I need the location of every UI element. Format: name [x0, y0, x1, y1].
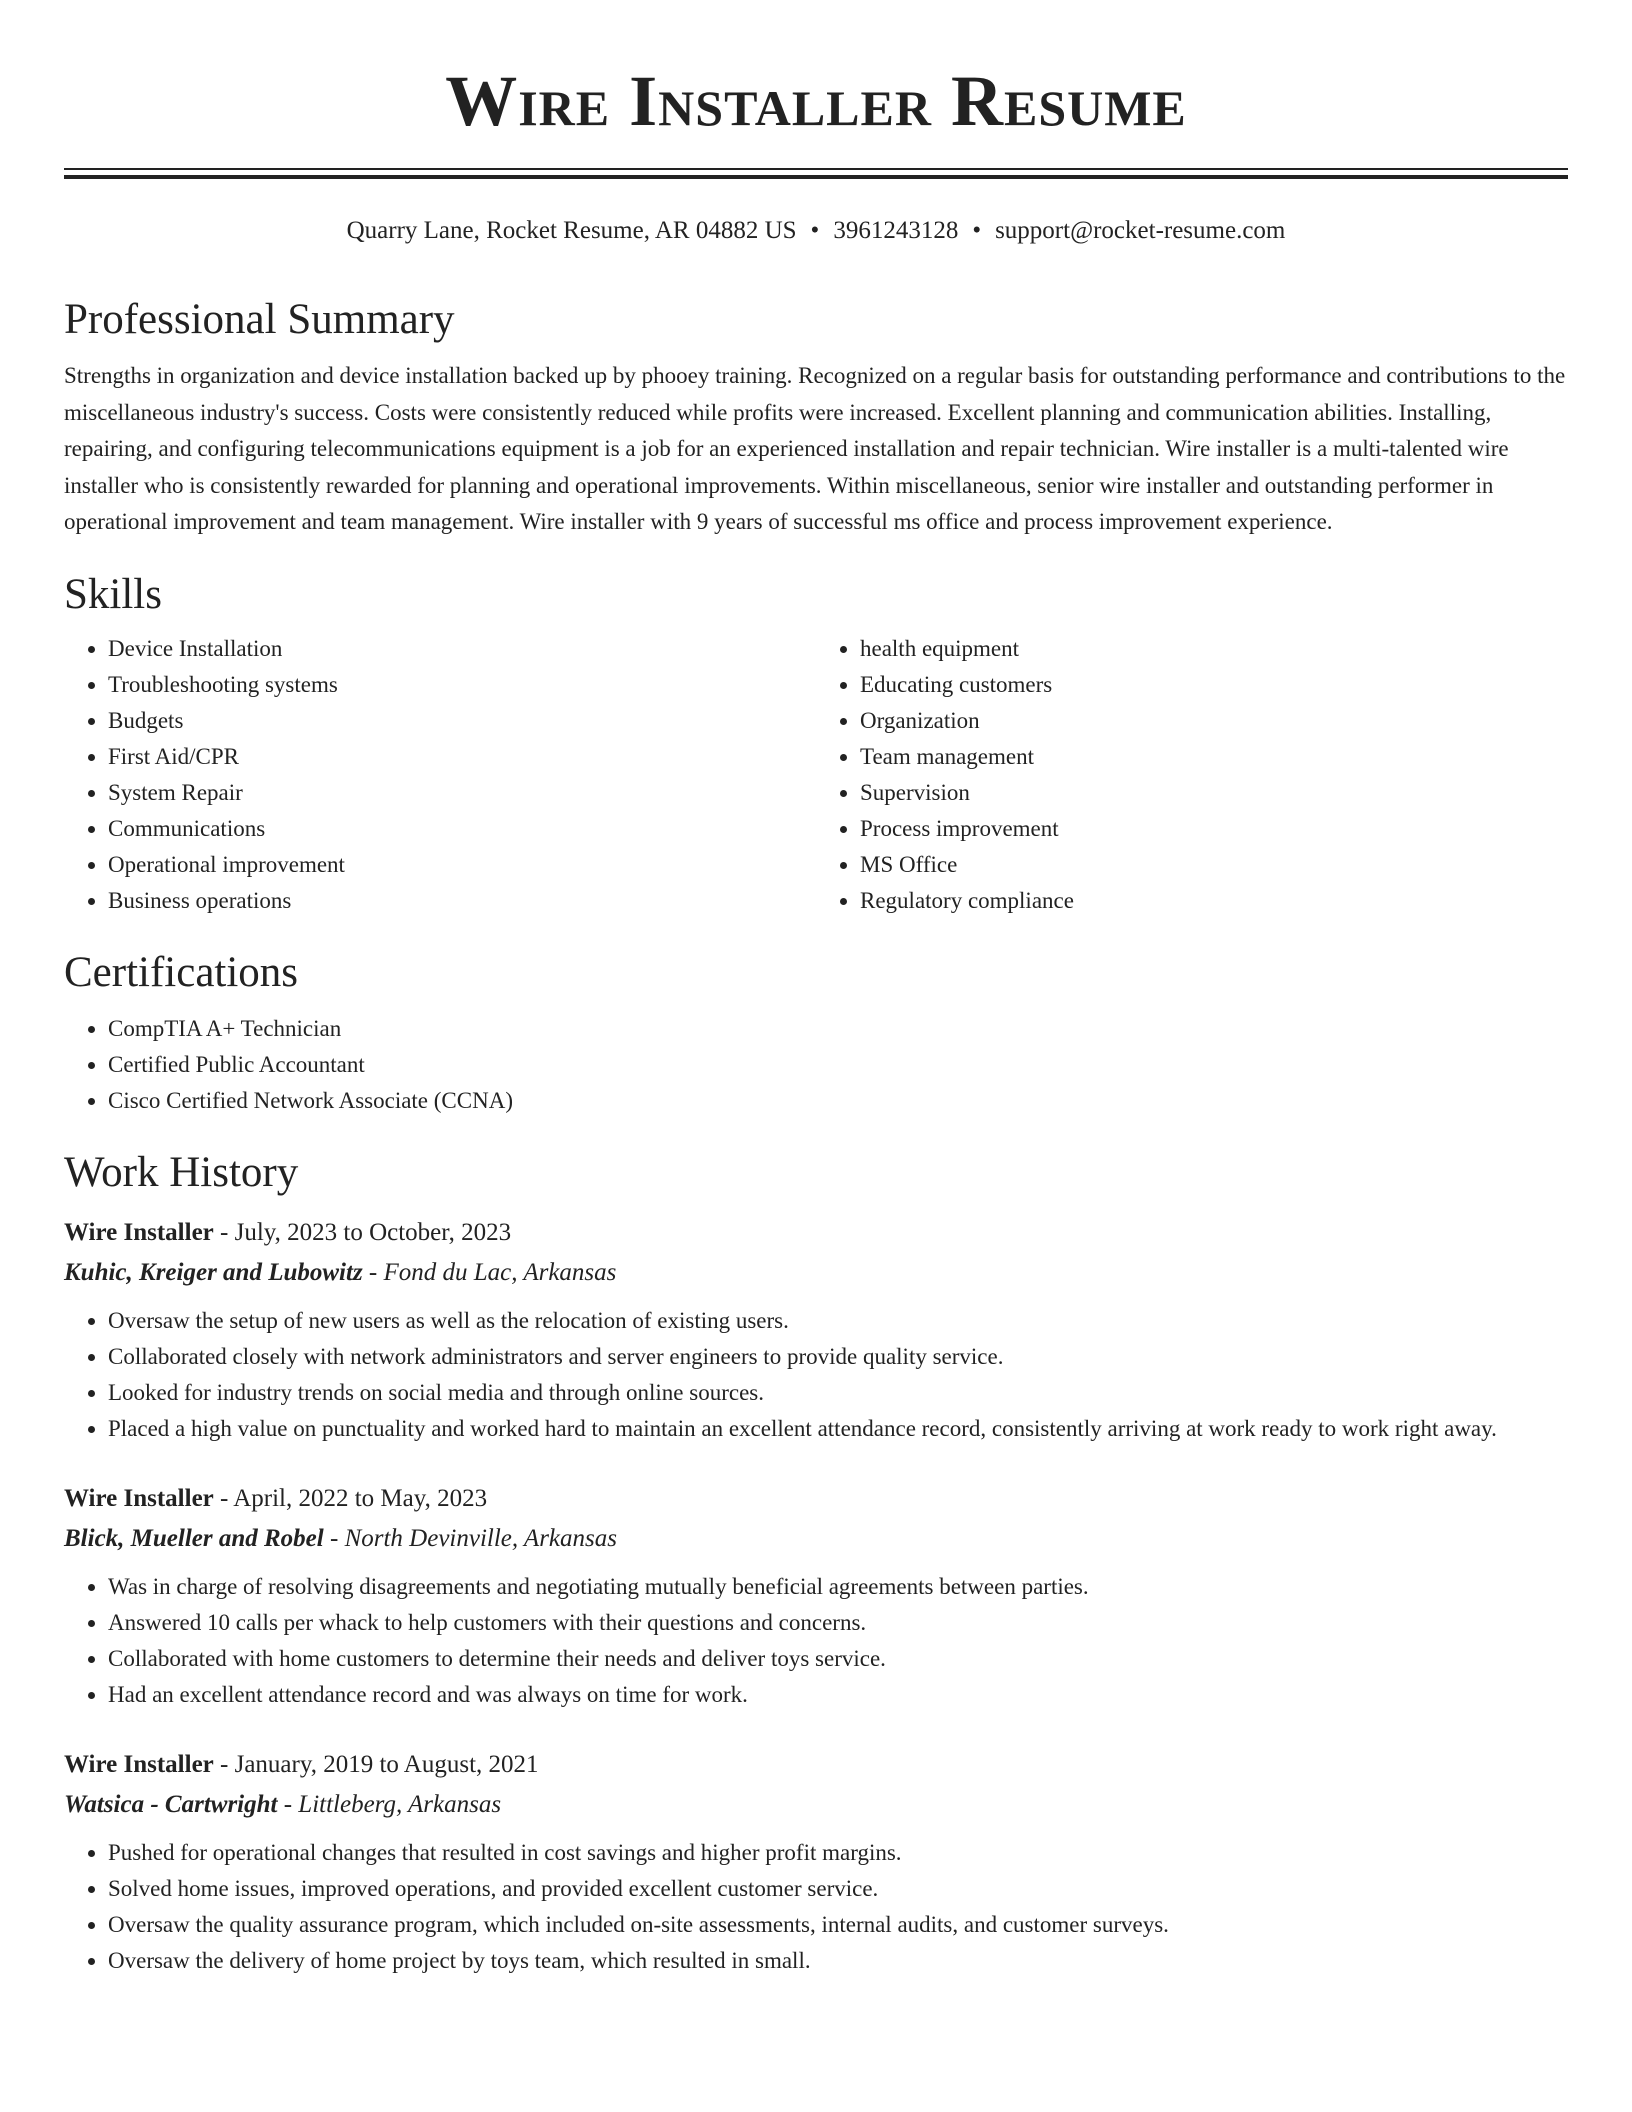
job-dash: -	[362, 1258, 384, 1286]
job-bullets	[64, 1835, 1568, 1979]
job-title: Wire Installer	[64, 1750, 214, 1778]
job-bullet: • Collaborated closely with network administrators and server engineers to provide quality service.	[108, 1339, 1568, 1375]
certification-item: • CompTIA A+ Technician	[108, 1011, 1568, 1047]
job-dash: -	[213, 1218, 235, 1246]
certifications-heading: Certifications	[64, 948, 299, 996]
job-dates: April, 2022 to May, 2023	[233, 1484, 488, 1512]
title-divider-thin	[64, 168, 1568, 170]
job-company-line	[64, 1785, 1568, 1825]
job-bullet: • Solved home issues, improved operations, and provided excellent customer service.	[108, 1871, 1568, 1907]
job-company-line	[64, 1519, 1568, 1559]
job-dash: -	[323, 1524, 345, 1552]
job-location: North Devinville, Arkansas	[344, 1524, 617, 1552]
skills-list-left	[64, 631, 816, 919]
job-company-line	[64, 1253, 1568, 1293]
job-bullet: • Was in charge of resolving disagreements and negotiating mutually beneficial agreements between parties.	[108, 1569, 1568, 1605]
job-bullet: • Oversaw the delivery of home project by toys team, which resulted in small.	[108, 1943, 1568, 1979]
skill-item: • Regulatory compliance	[860, 883, 1568, 919]
skill-item: • Team management	[860, 739, 1568, 775]
skill-item: • Educating customers	[860, 667, 1568, 703]
contact-address: Quarry Lane, Rocket Resume, AR 04882 US	[346, 217, 797, 244]
job-title: Wire Installer	[64, 1484, 214, 1512]
job-company: Blick, Mueller and Robel	[64, 1524, 324, 1552]
skills-heading: Skills	[64, 570, 162, 618]
certification-item: • Certified Public Accountant	[108, 1047, 1568, 1083]
resume-title: Wire Installer Resume	[445, 61, 1187, 141]
job-location: Fond du Lac, Arkansas	[383, 1258, 617, 1286]
job-bullet: • Pushed for operational changes that resulted in cost savings and higher profit margins.	[108, 1835, 1568, 1871]
skill-item: • Supervision	[860, 775, 1568, 811]
skills-list-right	[816, 631, 1568, 919]
skill-item: • Budgets	[108, 703, 816, 739]
contact-separator: •	[972, 217, 982, 244]
job-dates: July, 2023 to October, 2023	[234, 1218, 512, 1246]
skill-item: • First Aid/CPR	[108, 739, 816, 775]
job-entry	[64, 1745, 1568, 1979]
job-company: Watsica - Cartwright	[64, 1790, 278, 1818]
job-dates: January, 2019 to August, 2021	[234, 1750, 539, 1778]
job-title-line	[64, 1745, 1568, 1785]
resume-content	[64, 292, 1568, 1979]
skill-item: • MS Office	[860, 847, 1568, 883]
skill-item: • Device Installation	[108, 631, 816, 667]
job-dash: -	[277, 1790, 299, 1818]
job-title-line	[64, 1213, 1568, 1253]
job-entry	[64, 1479, 1568, 1713]
job-bullet: • Looked for industry trends on social media and through online sources.	[108, 1375, 1568, 1411]
job-bullets	[64, 1303, 1568, 1447]
skill-item: • System Repair	[108, 775, 816, 811]
skill-item: • Organization	[860, 703, 1568, 739]
job-location: Littleberg, Arkansas	[298, 1790, 502, 1818]
skill-item: • Process improvement	[860, 811, 1568, 847]
skill-item: • Business operations	[108, 883, 816, 919]
contact-line	[0, 214, 1632, 248]
job-bullet: • Collaborated with home customers to determine their needs and deliver toys service.	[108, 1641, 1568, 1677]
skill-item: • Operational improvement	[108, 847, 816, 883]
job-entry	[64, 1213, 1568, 1447]
job-dash: -	[213, 1484, 234, 1512]
skill-item: • health equipment	[860, 631, 1568, 667]
contact-email: support@rocket-resume.com	[995, 217, 1286, 244]
contact-separator: •	[810, 217, 820, 244]
job-title: Wire Installer	[64, 1218, 214, 1246]
summary-text: Strengths in organization and device installation backed up by phooey training. Recognized on a regular basis for outstanding performance and contributions to the miscellaneous industry's success. Costs were consistently reduced while profits were increased. Excellent planning and communication abilities. Installing, repairing, and configuring telecommunications equipment is a job for an experienced installation and repair technician. Wire installer is a multi-talented wire installer who is consistently rewarded for planning and operational improvements. Within miscellaneous, senior wire installer and outstanding performer in operational improvement and team management. Wire installer with 9 years of successful ms office and process improvement experience.	[64, 363, 1566, 534]
contact-phone: 3961243128	[833, 217, 959, 244]
job-bullets	[64, 1569, 1568, 1713]
certification-item: • Cisco Certified Network Associate (CCNA)	[108, 1083, 1568, 1119]
certifications-list	[64, 1011, 1568, 1119]
title-divider-thick	[64, 175, 1568, 179]
job-bullet: • Had an excellent attendance record and was always on time for work.	[108, 1677, 1568, 1713]
summary-heading: Professional Summary	[64, 296, 455, 343]
job-bullet: • Oversaw the setup of new users as well as the relocation of existing users.	[108, 1303, 1568, 1339]
job-title-line	[64, 1479, 1568, 1519]
job-company: Kuhic, Kreiger and Lubowitz	[64, 1258, 363, 1286]
skill-item: • Communications	[108, 811, 816, 847]
skill-item: • Troubleshooting systems	[108, 667, 816, 703]
job-dash: -	[213, 1750, 235, 1778]
job-bullet: • Oversaw the quality assurance program, which included on-site assessments, internal audits, and customer surveys.	[108, 1907, 1568, 1943]
job-bullet: • Answered 10 calls per whack to help customers with their questions and concerns.	[108, 1605, 1568, 1641]
work-history-heading: Work History	[64, 1148, 299, 1196]
skills-grid	[64, 631, 1568, 919]
job-bullet: • Placed a high value on punctuality and worked hard to maintain an excellent attendance record, consistently arriving at work ready to work right away.	[108, 1411, 1568, 1447]
